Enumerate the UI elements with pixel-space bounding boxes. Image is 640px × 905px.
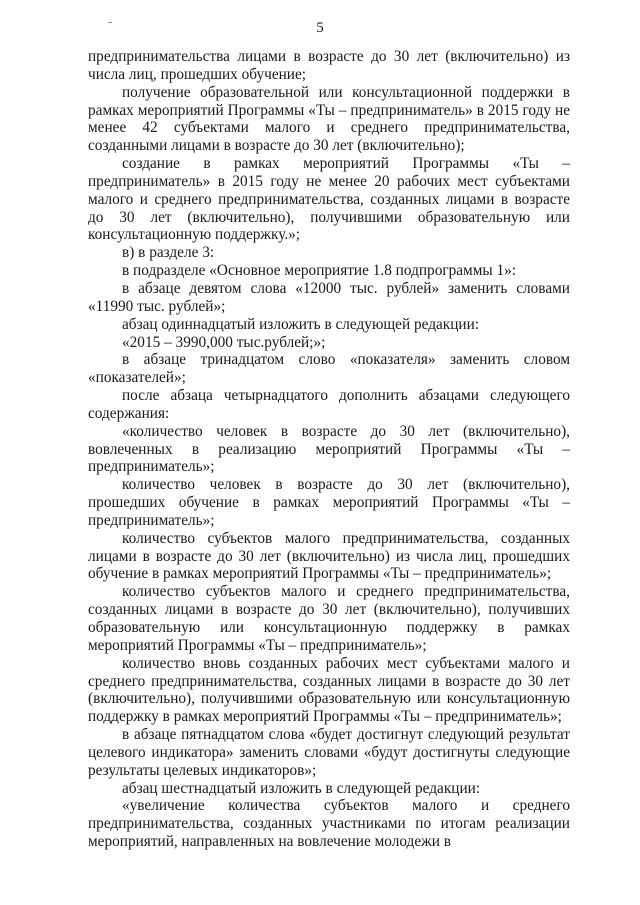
paragraph: абзац шестнадцатый изложить в следующей редакции: [122, 779, 481, 797]
paragraph: абзац одиннадцатый изложить в следующей редакции: [122, 315, 480, 333]
paragraph: количество вновь созданных рабочих мест субъектами малого и среднего предпринимательства, созданных лицами в возрасте до 30 лет (включительно), получившими образовательную или консультационную поддержку в рамках мероприятий Программы «Ты – предприниматель»; [88, 654, 570, 726]
paragraph: в подразделе «Основное мероприятие 1.8 подпрограммы 1»: [122, 262, 517, 280]
paragraph: в абзаце тринадцатом слово «показателя» заменить словом «показателей»; [88, 351, 570, 387]
paragraph: «количество человек в возрасте до 30 лет (включительно), вовлеченных в реализацию мероприятий Программы «Ты – предприниматель»; [88, 422, 570, 476]
paragraph: получение образовательной или консультационной поддержки в рамках мероприятий Программы «Ты – предприниматель» в 2015 году не менее 42 субъектами малого и среднего предпринимательства, созданными лицами в возрасте до 30 лет (включительно); [88, 83, 570, 155]
document-body [88, 48, 570, 851]
paragraph: количество человек в возрасте до 30 лет (включительно), прошедших обучение в рамках мероприятий Программы «Ты – предприниматель»; [88, 476, 570, 529]
paragraph: после абзаца четырнадцатого дополнить абзацами следующего содержания: [88, 387, 570, 422]
paragraph: предпринимательства лицами в возрасте до 30 лет (включительно) из числа лиц, прошедших обучение; [88, 48, 570, 83]
paragraph: количество субъектов малого и среднего предпринимательства, созданных лицами в возрасте до 30 лет (включительно), получивших образовательную или консультационную поддержку в рамках мероприятий Программы «Ты – предприниматель»; [88, 583, 570, 654]
paragraph: количество субъектов малого предпринимательства, созданных лицами в возрасте до 30 лет (включительно) из числа лиц, прошедших обучение в рамках мероприятий Программы «Ты – предприниматель»; [88, 529, 570, 583]
paragraph: в абзаце пятнадцатом слова «будет достигнут следующий результат целевого индикатора» заменить словами «будут достигнуты следующие результаты целевых индикаторов»; [88, 726, 570, 779]
page-number: 5 [316, 20, 324, 36]
paragraph: в абзаце девятом слова «12000 тыс. рублей» заменить словами «11990 тыс. рублей»; [88, 279, 570, 315]
paragraph: «увеличение количества субъектов малого и среднего предпринимательства, созданных участниками по итогам реализации мероприятий, направленных на вовлечение молодежи в [88, 797, 570, 851]
paragraph: создание в рамках мероприятий Программы «Ты – предприниматель» в 2015 году не менее 20 рабочих мест субъектами малого и среднего предпринимательства, созданных лицами в возрасте до 30 лет (включительно), получившими образовательную или консультационную поддержку.»; [88, 155, 570, 244]
paragraph: «2015 – 3990,000 тыс.рублей;»; [122, 333, 326, 351]
paragraph: в) в разделе 3: [122, 244, 215, 262]
